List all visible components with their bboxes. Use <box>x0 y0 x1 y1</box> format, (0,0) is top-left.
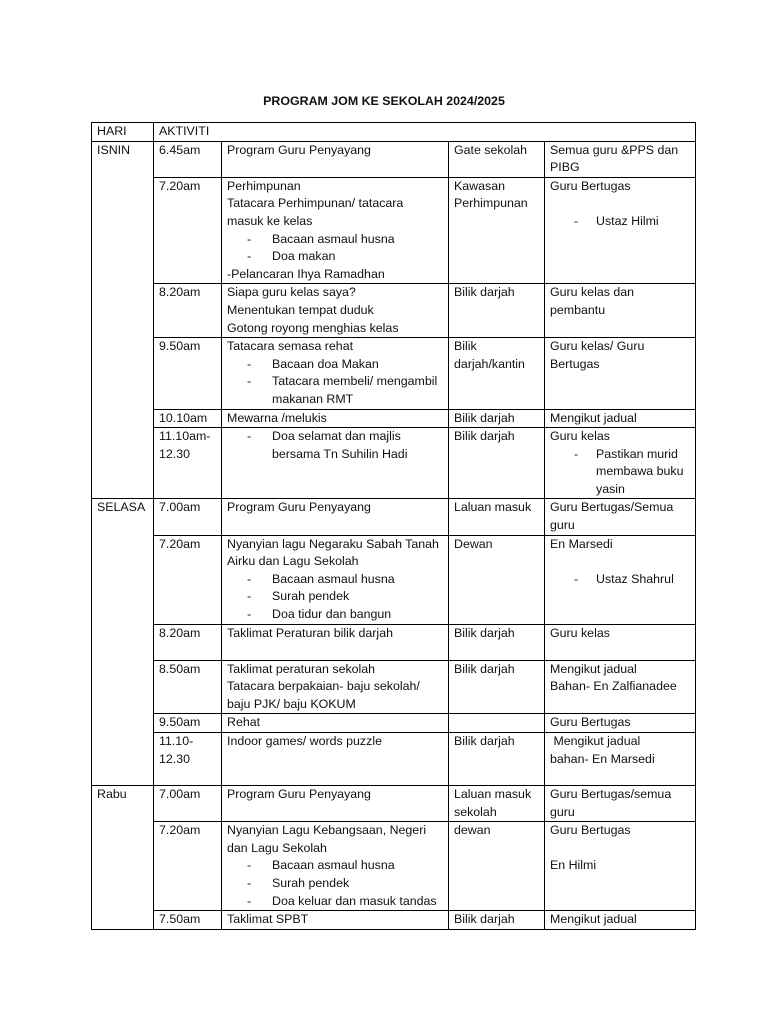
header-row <box>92 123 696 142</box>
activity-bullet: - Surah pendek <box>227 588 443 606</box>
activity-line: Nyanyian lagu Negaraku Sabah Tanah Airku dan Lagu Sekolah <box>227 536 439 569</box>
location-cell: Dewan <box>449 535 545 624</box>
activity-line: Tatacara semasa rehat <box>227 339 354 354</box>
header-day: HARI <box>92 123 154 142</box>
responsible-cell: Guru Bertugas/Semua guru <box>545 499 696 535</box>
activity-bullet: - Bacaan asmaul husna <box>227 231 443 249</box>
table-row <box>92 284 696 338</box>
activity-line: Tatacara Perhimpunan/ tatacara masuk ke kelas <box>227 196 404 228</box>
activity-bullet: - Surah pendek <box>227 875 443 893</box>
schedule-table <box>91 122 696 930</box>
time-cell: 7.00am <box>154 786 222 822</box>
time-cell: 7.00am <box>154 499 222 535</box>
responsible-bullet: - Pastikan murid membawa buku yasin <box>550 446 690 499</box>
responsible-bullet: - Ustaz Hilmi <box>550 213 690 231</box>
time-cell: 7.50am <box>154 911 222 930</box>
responsible-line: Guru Bertugas <box>550 823 631 838</box>
time-cell: 9.50am <box>154 714 222 733</box>
time-cell: 10.10am <box>154 409 222 428</box>
responsible-cell: Guru Bertugas <box>545 714 696 733</box>
location-cell: Bilik darjah <box>449 733 545 786</box>
activity-bullet: - Doa selamat dan majlis bersama Tn Suhilin Hadi <box>227 428 443 463</box>
responsible-line: Mengikut jadual <box>550 661 637 676</box>
table-row <box>92 733 696 786</box>
table-row <box>92 624 696 660</box>
location-cell: Kawasan Perhimpunan <box>449 177 545 284</box>
header-activity: AKTIVITI <box>154 123 696 142</box>
table-row <box>92 177 696 284</box>
location-cell: Gate sekolah <box>449 141 545 177</box>
responsible-cell: Semua guru &PPS dan PIBG <box>545 141 696 177</box>
time-cell: 6.45am <box>154 141 222 177</box>
location-cell: Bilik darjah <box>449 911 545 930</box>
time-cell: 11.10am-12.30 <box>154 428 222 499</box>
activity-line: Taklimat peraturan sekolah <box>227 661 376 676</box>
table-row <box>92 338 696 409</box>
time-cell: 7.20am <box>154 535 222 624</box>
location-cell: Laluan masuk sekolah <box>449 786 545 822</box>
table-row <box>92 535 696 624</box>
activity-bullet: - Bacaan asmaul husna <box>227 857 443 875</box>
table-row <box>92 911 696 930</box>
location-cell: Bilik darjah <box>449 428 545 499</box>
time-cell: 8.20am <box>154 284 222 338</box>
activity-cell <box>222 338 449 409</box>
responsible-cell: Guru kelas dan pembantu <box>545 284 696 338</box>
activity-cell: Program Guru Penyayang <box>222 141 449 177</box>
responsible-bullet: - Ustaz Shahrul <box>550 571 690 589</box>
location-cell: Bilik darjah <box>449 409 545 428</box>
activity-cell: Program Guru Penyayang <box>222 499 449 535</box>
activity-bullet: - Tatacara membeli/ mengambil makanan RMT <box>227 373 443 408</box>
activity-line: Menentukan tempat duduk <box>227 302 374 317</box>
responsible-cell <box>545 733 696 786</box>
location-cell: Bilik darjah <box>449 624 545 660</box>
responsible-line: En Marsedi <box>550 536 613 551</box>
table-row <box>92 660 696 714</box>
activity-line: Nyanyian Lagu Kebangsaan, Negeri dan Lagu Sekolah <box>227 823 427 855</box>
location-cell: dewan <box>449 822 545 911</box>
activity-bullet: - Doa keluar dan masuk tandas <box>227 893 443 911</box>
table-row <box>92 786 696 822</box>
time-cell: 11.10-12.30 <box>154 733 222 786</box>
table-row <box>92 428 696 499</box>
responsible-cell: Guru kelas <box>545 624 696 660</box>
activity-cell <box>222 822 449 911</box>
activity-bullet: - Doa makan <box>227 248 443 266</box>
activity-cell <box>222 284 449 338</box>
activity-cell: Taklimat Peraturan bilik darjah <box>222 624 449 660</box>
responsible-cell <box>545 535 696 624</box>
table-row <box>92 409 696 428</box>
location-cell: Bilik darjah <box>449 660 545 714</box>
responsible-cell: Mengikut jadual <box>545 409 696 428</box>
time-cell: 8.20am <box>154 624 222 660</box>
table-row <box>92 499 696 535</box>
activity-line: Perhimpunan <box>227 178 301 193</box>
activity-cell <box>222 660 449 714</box>
table-row <box>92 822 696 911</box>
activity-line: Gotong royong menghias kelas <box>227 320 399 335</box>
responsible-line: Guru Bertugas <box>550 178 631 193</box>
activity-line: Siapa guru kelas saya? <box>227 285 356 300</box>
time-cell: 9.50am <box>154 338 222 409</box>
activity-cell: Rehat <box>222 714 449 733</box>
activity-cell <box>222 428 449 499</box>
time-cell: 8.50am <box>154 660 222 714</box>
activity-bullet: - Bacaan doa Makan <box>227 356 443 374</box>
activity-cell <box>222 177 449 284</box>
location-cell: Bilik darjah/kantin <box>449 338 545 409</box>
responsible-cell <box>545 428 696 499</box>
responsible-cell <box>545 177 696 284</box>
location-cell <box>449 714 545 733</box>
day-cell-rabu: Rabu <box>92 786 154 930</box>
time-cell: 7.20am <box>154 822 222 911</box>
day-cell-selasa: SELASA <box>92 499 154 786</box>
responsible-cell <box>545 660 696 714</box>
activity-line: Tatacara berpakaian- baju sekolah/ baju PJK/ baju KOKUM <box>227 679 420 711</box>
responsible-line: Mengikut jadual <box>550 734 641 748</box>
table-row <box>92 714 696 733</box>
page-title: PROGRAM JOM KE SEKOLAH 2024/2025 <box>263 94 505 108</box>
responsible-cell <box>545 822 696 911</box>
time-cell: 7.20am <box>154 177 222 284</box>
location-cell: Bilik darjah <box>449 284 545 338</box>
activity-cell: Taklimat SPBT <box>222 911 449 930</box>
responsible-cell: Guru kelas/ Guru Bertugas <box>545 338 696 409</box>
responsible-cell: Guru Bertugas/semua guru <box>545 786 696 822</box>
activity-line: -Pelancaran Ihya Ramadhan <box>227 266 385 281</box>
activity-cell <box>222 535 449 624</box>
responsible-line: bahan- En Marsedi <box>550 751 655 766</box>
responsible-line: En Hilmi <box>550 858 597 873</box>
day-cell-isnin: ISNIN <box>92 141 154 499</box>
activity-cell: Program Guru Penyayang <box>222 786 449 822</box>
activity-cell: Indoor games/ words puzzle <box>222 733 449 786</box>
activity-bullet: - Bacaan asmaul husna <box>227 571 443 589</box>
table-row <box>92 141 696 177</box>
responsible-cell: Mengikut jadual <box>545 911 696 930</box>
responsible-line: Guru kelas <box>550 429 610 444</box>
activity-cell: Mewarna /melukis <box>222 409 449 428</box>
location-cell: Laluan masuk <box>449 499 545 535</box>
activity-bullet: - Doa tidur dan bangun <box>227 606 443 624</box>
responsible-line: Bahan- En Zalfianadee <box>550 679 677 694</box>
